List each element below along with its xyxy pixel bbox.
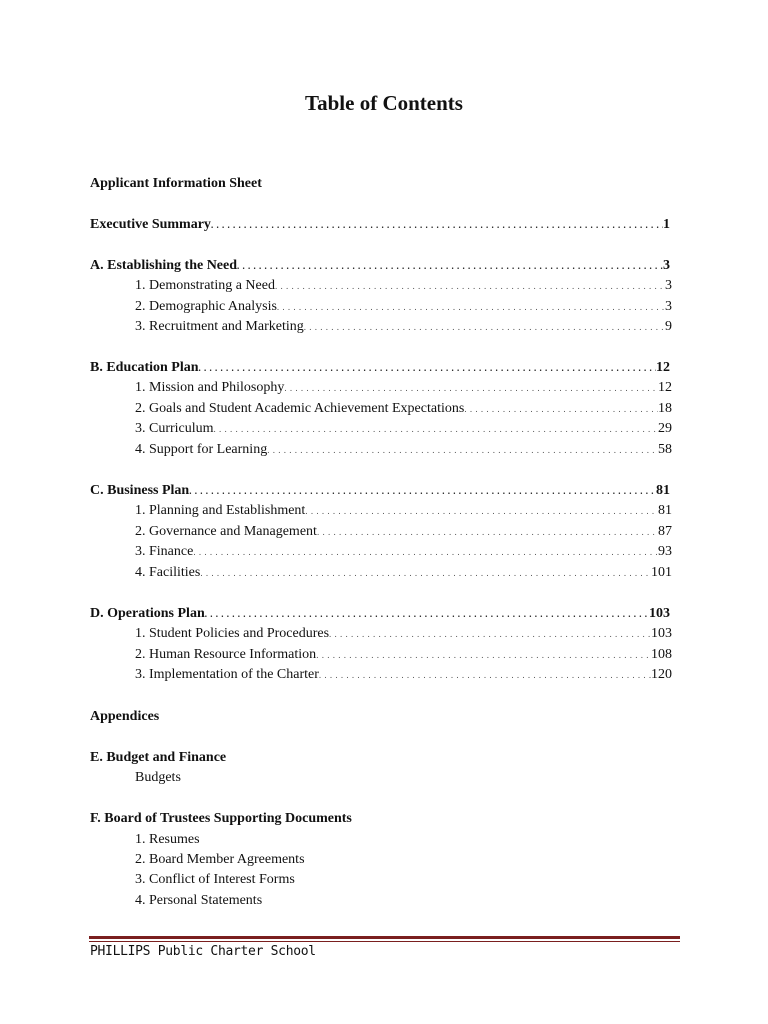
toc-entry-conflict-of-interest[interactable] — [135, 870, 295, 890]
toc-entry-label: 4. Personal Statements — [135, 893, 263, 908]
toc-entry-budgets[interactable] — [135, 768, 181, 788]
page-title: Table of Contents — [305, 91, 463, 115]
toc-entry-label: B. Education Plan — [90, 360, 199, 375]
toc-page-number: 9 — [665, 319, 672, 334]
toc-entry-label: 2. Goals and Student Academic Achievement Expectations — [135, 401, 465, 416]
footer-rule-thin — [89, 941, 680, 942]
toc-entry-governance-and-management[interactable] — [135, 522, 672, 542]
toc-entry-recruitment-and-marketing[interactable] — [135, 317, 672, 337]
toc-entry-operations-plan[interactable] — [90, 604, 670, 624]
toc-page-number: 93 — [658, 544, 672, 559]
toc-page-number: 101 — [651, 565, 672, 580]
toc-entry-demonstrating-a-need[interactable] — [135, 276, 672, 296]
toc-entry-label: Budgets — [135, 770, 181, 785]
toc-page-number: 81 — [656, 483, 670, 498]
page-footer: PHILLIPS Public Charter School — [90, 944, 316, 959]
toc-entry-business-plan[interactable] — [90, 481, 670, 501]
toc-page-number: 87 — [658, 524, 672, 539]
toc-entry-label: C. Business Plan — [90, 483, 190, 498]
toc-entry-label: 3. Recruitment and Marketing — [135, 319, 304, 334]
toc-entry-label: 1. Demonstrating a Need — [135, 278, 275, 293]
toc-page-number: 108 — [651, 647, 672, 662]
toc-entry-label: E. Budget and Finance — [90, 750, 227, 765]
toc-entry-applicant-information-sheet[interactable] — [90, 174, 262, 194]
dot-leader — [189, 481, 656, 501]
toc-entry-finance[interactable] — [135, 542, 672, 562]
toc-page-number: 29 — [658, 421, 672, 436]
footer-rule-thick — [89, 936, 680, 939]
toc-entry-label: 1. Resumes — [135, 832, 200, 847]
toc-entry-label: 4. Support for Learning — [135, 442, 268, 457]
toc-entry-appendices[interactable] — [90, 707, 159, 727]
toc-page-number: 3 — [663, 258, 670, 273]
toc-entry-label: 1. Mission and Philosophy — [135, 380, 285, 395]
toc-entry-executive-summary[interactable] — [90, 215, 670, 235]
dot-leader — [316, 645, 651, 665]
toc-entry-facilities[interactable] — [135, 563, 672, 583]
dot-leader — [329, 624, 651, 644]
dot-leader — [464, 399, 658, 419]
toc-entry-human-resource-information[interactable] — [135, 645, 672, 665]
dot-leader — [317, 522, 658, 542]
toc-page-number: 103 — [649, 606, 670, 621]
toc-entry-budget-and-finance[interactable] — [90, 748, 226, 768]
toc-page-number: 18 — [658, 401, 672, 416]
toc-entry-planning-and-establishment[interactable] — [135, 501, 672, 521]
dot-leader — [284, 378, 658, 398]
toc-page-number: 58 — [658, 442, 672, 457]
toc-page-number: 1 — [663, 217, 670, 232]
toc-entry-implementation-of-charter[interactable] — [135, 665, 672, 685]
toc-entry-label: 3. Curriculum — [135, 421, 214, 436]
toc-entry-label: 3. Finance — [135, 544, 194, 559]
toc-page-number: 12 — [658, 380, 672, 395]
toc-entry-label: 4. Facilities — [135, 565, 201, 580]
toc-entry-label: 3. Conflict of Interest Forms — [135, 872, 295, 887]
dot-leader — [237, 256, 663, 276]
toc-entry-resumes[interactable] — [135, 830, 200, 850]
toc-entry-goals-and-achievement[interactable] — [135, 399, 672, 419]
toc-page-number: 3 — [665, 299, 672, 314]
toc-entry-label: 2. Board Member Agreements — [135, 852, 305, 867]
dot-leader — [304, 317, 665, 337]
toc-entry-board-of-trustees[interactable] — [90, 809, 352, 829]
toc-entry-board-member-agreements[interactable] — [135, 850, 305, 870]
toc-entry-label: 1. Student Policies and Procedures — [135, 626, 330, 641]
toc-entry-label: Executive Summary — [90, 217, 211, 232]
toc-entry-label: Appendices — [90, 709, 160, 724]
dot-leader — [275, 276, 665, 296]
dot-leader — [305, 501, 658, 521]
toc-page-number: 12 — [656, 360, 670, 375]
toc-page-number: 3 — [665, 278, 672, 293]
toc-entry-label: 2. Demographic Analysis — [135, 299, 277, 314]
dot-leader — [277, 297, 665, 317]
toc-entry-curriculum[interactable] — [135, 419, 672, 439]
toc-entry-label: A. Establishing the Need — [90, 258, 238, 273]
toc-entry-label: 2. Governance and Management — [135, 524, 317, 539]
dot-leader — [193, 542, 658, 562]
toc-entry-education-plan[interactable] — [90, 358, 670, 378]
toc-entry-label: 3. Implementation of the Charter — [135, 667, 319, 682]
toc-entry-support-for-learning[interactable] — [135, 440, 672, 460]
dot-leader — [214, 419, 658, 439]
toc-entry-label: D. Operations Plan — [90, 606, 205, 621]
dot-leader — [199, 358, 656, 378]
toc-page-number: 120 — [651, 667, 672, 682]
toc-entry-label: 1. Planning and Establishment — [135, 503, 306, 518]
toc-entry-establishing-the-need[interactable] — [90, 256, 670, 276]
toc-page-number: 81 — [658, 503, 672, 518]
dot-leader — [200, 563, 651, 583]
toc-entry-demographic-analysis[interactable] — [135, 297, 672, 317]
dot-leader — [267, 440, 658, 460]
dot-leader — [211, 215, 663, 235]
toc-entry-personal-statements[interactable] — [135, 891, 262, 911]
toc-entry-label: F. Board of Trustees Supporting Documents — [90, 811, 352, 826]
toc-entry-label: 2. Human Resource Information — [135, 647, 317, 662]
toc-entry-student-policies[interactable] — [135, 624, 672, 644]
dot-leader — [319, 665, 651, 685]
dot-leader — [205, 604, 649, 624]
toc-entry-mission-and-philosophy[interactable] — [135, 378, 672, 398]
toc-page-number: 103 — [651, 626, 672, 641]
toc-entry-label: Applicant Information Sheet — [90, 176, 262, 191]
